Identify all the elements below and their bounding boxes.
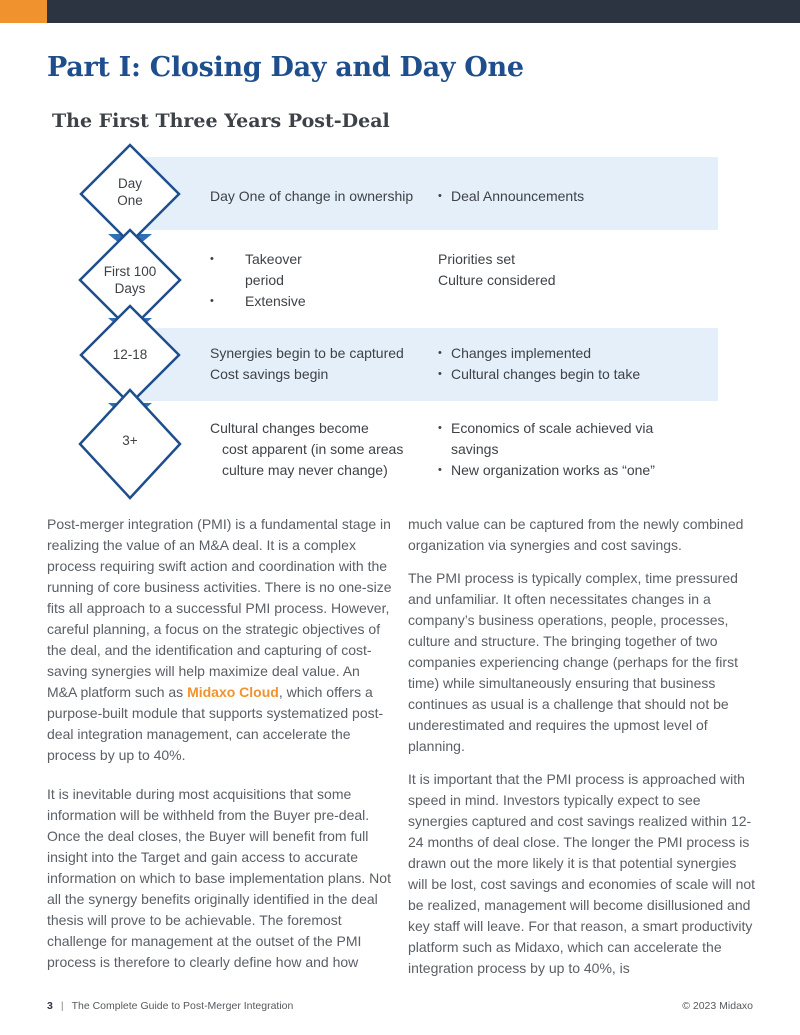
stage-label-line: First 100 xyxy=(103,264,157,279)
stage-text: Culture considered xyxy=(438,272,556,288)
stage-bullet: • Changes implemented xyxy=(438,343,640,364)
stage-label-line: One xyxy=(117,193,143,208)
timeline-diagram xyxy=(0,0,800,510)
footer-left xyxy=(47,1000,293,1012)
page-title: Part I: Closing Day and Day One xyxy=(47,52,524,83)
stage-text: Priorities set xyxy=(438,251,516,267)
stage-3-plus-col2 xyxy=(438,418,655,481)
footer-copyright: © 2023 Midaxo xyxy=(682,1000,753,1012)
stage-label-line: 12-18 xyxy=(112,347,148,362)
stage-text: culture may never change) xyxy=(222,462,388,478)
stage-12-18-col1 xyxy=(210,343,404,385)
body-paragraph xyxy=(47,514,392,766)
section-title: The First Three Years Post-Deal xyxy=(52,110,390,132)
stage-first-100-days-col2 xyxy=(438,249,556,291)
stage-label-line: 3+ xyxy=(122,433,138,448)
stage-bullet: • Takeover xyxy=(210,249,306,270)
stage-text: Cost savings begin xyxy=(210,366,329,382)
stage-label-3-plus xyxy=(95,432,165,449)
stage-label-day-one xyxy=(95,175,165,209)
midaxo-cloud-link[interactable]: Midaxo Cloud xyxy=(187,684,279,700)
stage-text: Day One of change in ownership xyxy=(210,188,414,204)
stage-text: Synergies begin to be captured xyxy=(210,345,404,361)
stage-label-line: Days xyxy=(114,281,146,296)
stage-day-one-col2 xyxy=(438,186,584,207)
stage-bullet: • Economics of scale achieved via xyxy=(438,418,655,439)
stage-label-12-18 xyxy=(95,346,165,363)
body-paragraph: It is inevitable during most acquisitions that some information will be withheld from the Buyer pre-deal. Once the deal closes, the Buyer will benefit from full insight into the Target and gain access to accurate information on which to base implementation plans. Not all the synergy benefits originally identified in the deal thesis will prove to be achievable. The foremost challenge for management at the outset of the PMI process is therefore to clearly define how and how xyxy=(47,786,391,970)
stage-label-first-100-days xyxy=(90,263,170,297)
stage-text: Cultural changes become xyxy=(210,420,369,436)
body-text: , which offers a purpose-built module that supports systematized post-deal integration management, can accelerate the process by up to 40%. xyxy=(47,684,384,763)
body-paragraph: The PMI process is typically complex, time pressured and unfamiliar. It often necessitates changes in a company’s business operations, people, processes, culture and structure. The bringing together of two companies experiencing change (perhaps for the first time) while simultaneously ensuring that business continues as usual is a challenge that should not be underestimated and requires the upmost level of planning. xyxy=(408,570,738,754)
stage-3-plus-col1 xyxy=(210,418,403,481)
stage-bullet: • Extensive xyxy=(210,291,306,312)
page-number: 3 xyxy=(47,1000,53,1012)
stage-day-one-col1 xyxy=(210,186,413,207)
stage-12-18-col2 xyxy=(438,343,640,385)
stage-bullet: • Deal Announcements xyxy=(438,186,584,207)
stage-text: cost apparent (in some areas xyxy=(222,441,404,457)
stage-bullet: • Cultural changes begin to take xyxy=(438,364,640,385)
body-right-column xyxy=(408,514,758,997)
footer-doc-title: The Complete Guide to Post-Merger Integration xyxy=(71,1000,294,1012)
body-left-column xyxy=(47,514,392,991)
stage-bullet: • New organization works as “one” xyxy=(438,460,655,481)
stage-bullet-continuation: savings xyxy=(451,441,499,457)
footer-separator: | xyxy=(60,1000,64,1012)
stage-label-line: Day xyxy=(117,176,142,191)
stage-first-100-days-col1 xyxy=(210,249,306,312)
body-paragraph: It is important that the PMI process is approached with speed in mind. Investors typically expect to see synergies captured and cost savings realized within 12-24 months of deal close. The longer the PMI process is drawn out the more likely it is that potential synergies will be lost, cost savings and economies of scale will not be realized, management will become disillusioned and key staff will leave. For that reason, a smart productivity platform such as Midaxo, which can accelerate the integration process by up to 40%, is xyxy=(408,771,756,976)
body-text: Post-merger integration (PMI) is a fundamental stage in realizing the value of an M&A deal. It is a complex process requiring swift action and coordination with the running of core business activities. There is no one-size fits all approach to a successful PMI process. However, careful planning, a focus on the strategic objectives of the deal, and the identification and capturing of cost-saving synergies will help maximize deal value. An M&A platform such as xyxy=(47,516,392,700)
stage-bullet-continuation: period xyxy=(245,272,284,288)
body-paragraph: much value can be captured from the newly combined organization via synergies and cost savings. xyxy=(408,516,744,553)
